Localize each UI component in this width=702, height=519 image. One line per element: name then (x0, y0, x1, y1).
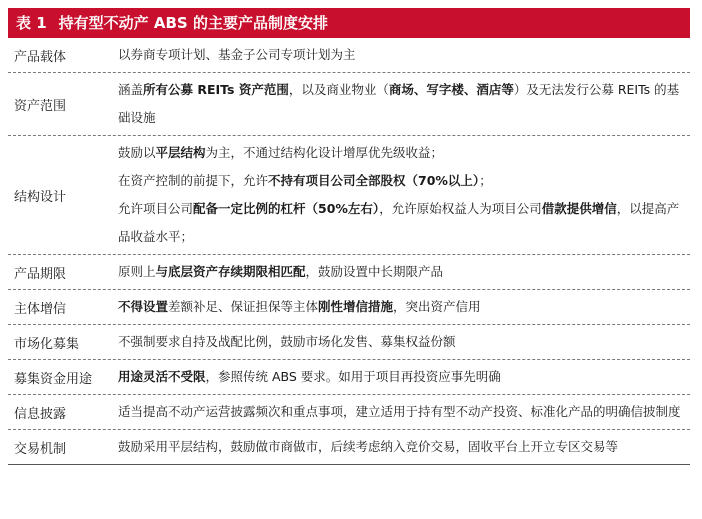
body-text: 不强制要求自持及战配比例，鼓励市场化发售、募集权益份额 (118, 334, 456, 349)
body-text: ； (479, 173, 492, 188)
row-content (110, 290, 690, 324)
row-label: 结构设计 (14, 189, 67, 205)
row-content (110, 73, 690, 135)
body-text: 差额补足、保证担保等主体 (168, 299, 319, 314)
body-text: ，突出资产信用 (393, 299, 481, 314)
body-text: 在资产控制的前提下，允许 (118, 173, 269, 188)
content-line (118, 195, 686, 251)
body-text: 适当提高不动产运营披露频次和重点事项，建立适用于持有型不动产投资、标准化产品的明确信披制度 (118, 404, 681, 419)
body-text: 原则上 (118, 264, 156, 279)
row-content (110, 325, 690, 359)
policy-table (8, 8, 690, 465)
row-label: 产品载体 (14, 49, 67, 65)
content-line (118, 41, 686, 69)
row-label: 信息披露 (14, 406, 67, 422)
body-text: ，允许原始权益人为项目公司 (379, 201, 542, 216)
content-line (118, 139, 686, 167)
content-line (118, 167, 686, 195)
body-text: 鼓励以 (118, 145, 156, 160)
row-content (110, 38, 690, 72)
content-line (118, 433, 686, 461)
table-title-bar (8, 8, 690, 38)
emphasis-text: 用途灵活不受限 (118, 369, 206, 384)
emphasis-text: 配备一定比例的杠杆（50%左右） (193, 201, 380, 216)
emphasis-text: 不持有项目公司全部股权（70%以上） (268, 173, 480, 188)
content-line (118, 398, 686, 426)
table-row (8, 395, 690, 430)
emphasis-text: 与底层资产存续期限相匹配 (155, 264, 306, 279)
row-label: 募集资金用途 (14, 371, 93, 387)
table-row (8, 73, 690, 136)
body-text: 为主，不通过结构化设计增厚优先级收益； (205, 145, 444, 160)
body-text: ，以提高产品收益水平； (118, 201, 680, 244)
body-text: ）及无法发行公募 REITs 的基础设施 (118, 82, 680, 125)
row-label: 资产范围 (14, 98, 67, 114)
body-text: ，鼓励设置中长期限产品 (305, 264, 444, 279)
table-row (8, 136, 690, 255)
row-label: 交易机制 (14, 441, 67, 457)
content-line (118, 76, 686, 132)
table-row (8, 430, 690, 465)
table-row (8, 360, 690, 395)
content-line (118, 328, 686, 356)
row-content (110, 136, 690, 254)
table-row (8, 290, 690, 325)
emphasis-text: 平层结构 (155, 145, 206, 160)
table-body (8, 38, 690, 465)
row-content (110, 360, 690, 394)
emphasis-text: 不得设置 (118, 299, 169, 314)
body-text: 允许项目公司 (118, 201, 194, 216)
emphasis-text: 商场、写字楼、酒店等 (388, 82, 514, 97)
table-row (8, 255, 690, 290)
body-text: 鼓励采用平层结构，鼓励做市商做市，后续考虑纳入竞价交易，固收平台上开立专区交易等 (118, 439, 619, 454)
row-content (110, 430, 690, 464)
body-text: 以券商专项计划、基金子公司专项计划为主 (118, 47, 356, 62)
table-title: 持有型不动产 ABS 的主要产品制度安排 (58, 14, 328, 32)
content-line (118, 258, 686, 286)
table-number: 表 1 (16, 14, 47, 32)
content-line (118, 293, 686, 321)
emphasis-text: 借款提供增信 (541, 201, 617, 216)
table-row (8, 325, 690, 360)
row-label: 市场化募集 (14, 336, 80, 352)
emphasis-text: 刚性增信措施 (318, 299, 394, 314)
emphasis-text: 所有公募 REITs 资产范围 (143, 82, 289, 97)
table-row (8, 38, 690, 73)
body-text: ，参照传统 ABS 要求。如用于项目再投资应事先明确 (205, 369, 501, 384)
body-text: 涵盖 (118, 82, 144, 97)
content-line (118, 363, 686, 391)
row-content (110, 255, 690, 289)
row-label: 产品期限 (14, 266, 67, 282)
row-label: 主体增信 (14, 301, 67, 317)
body-text: ，以及商业物业（ (288, 82, 389, 97)
row-content (110, 395, 690, 429)
